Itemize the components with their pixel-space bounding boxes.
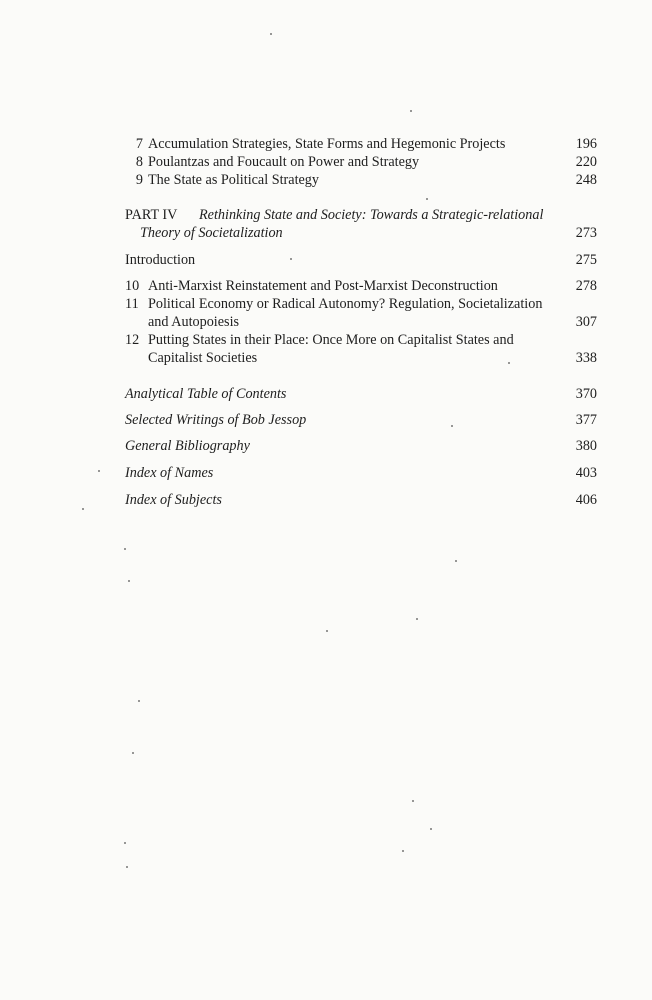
page-number: 307 bbox=[575, 314, 597, 330]
chapter-title: Anti-Marxist Reinstatement and Post-Marxist Deconstruction bbox=[148, 278, 498, 294]
chapter-number: 9 bbox=[135, 172, 143, 188]
toc-entry-selected-writings bbox=[0, 411, 652, 429]
toc-entry-index-subjects bbox=[0, 491, 652, 509]
page-number: 370 bbox=[575, 386, 597, 402]
part-title-line2: Theory of Societalization bbox=[140, 225, 283, 241]
page-number: 338 bbox=[575, 350, 597, 366]
entry-title: Index of Subjects bbox=[125, 492, 222, 508]
chapter-title: Putting States in their Place: Once More on Capitalist States and bbox=[148, 332, 514, 348]
page-number: 403 bbox=[575, 465, 597, 481]
entry-title: General Bibliography bbox=[125, 438, 250, 454]
chapter-number: 11 bbox=[125, 296, 139, 312]
chapter-number: 12 bbox=[125, 332, 140, 348]
page-number: 248 bbox=[575, 172, 597, 188]
page-number: 275 bbox=[575, 252, 597, 268]
toc-entry-introduction bbox=[0, 251, 652, 269]
entry-title: Analytical Table of Contents bbox=[125, 386, 287, 402]
chapter-title-continued: Capitalist Societies bbox=[148, 350, 258, 366]
page-number: 406 bbox=[575, 492, 597, 508]
page-number: 273 bbox=[575, 225, 597, 241]
toc-entry-bibliography bbox=[0, 437, 652, 455]
page-number: 196 bbox=[575, 136, 597, 152]
toc-entry-chapter-12 bbox=[0, 331, 652, 349]
toc-entry-chapter-9 bbox=[0, 171, 652, 189]
chapter-number: 8 bbox=[135, 154, 143, 170]
toc-entry-chapter-12-continued bbox=[0, 349, 652, 367]
chapter-title: The State as Political Strategy bbox=[148, 172, 319, 188]
toc-entry-chapter-11-continued bbox=[0, 313, 652, 331]
toc-entry-analytical-contents bbox=[0, 385, 652, 403]
chapter-number: 10 bbox=[125, 278, 140, 294]
toc-entry-index-names bbox=[0, 464, 652, 482]
page-number: 380 bbox=[575, 438, 597, 454]
chapter-number: 7 bbox=[135, 136, 143, 152]
part-title-line1: Rethinking State and Society: Towards a Strategic-relational bbox=[199, 207, 544, 223]
part-label: PART IV bbox=[125, 207, 178, 223]
toc-entry-chapter-10 bbox=[0, 277, 652, 295]
toc-entry-chapter-7 bbox=[0, 135, 652, 153]
chapter-title: Political Economy or Radical Autonomy? Regulation, Societalization bbox=[148, 296, 543, 312]
toc-entry-chapter-8 bbox=[0, 153, 652, 171]
entry-title: Selected Writings of Bob Jessop bbox=[125, 412, 307, 428]
entry-title: Introduction bbox=[125, 252, 196, 268]
page-number: 377 bbox=[575, 412, 597, 428]
chapter-title: Poulantzas and Foucault on Power and Strategy bbox=[148, 154, 420, 170]
chapter-title-continued: and Autopoiesis bbox=[148, 314, 240, 330]
entry-title: Index of Names bbox=[125, 465, 214, 481]
chapter-title: Accumulation Strategies, State Forms and Hegemonic Projects bbox=[148, 136, 506, 152]
page-number: 220 bbox=[575, 154, 597, 170]
toc-entry-chapter-11 bbox=[0, 295, 652, 313]
page-number: 278 bbox=[575, 278, 597, 294]
part-heading-continued bbox=[0, 224, 652, 242]
part-heading bbox=[0, 206, 652, 224]
